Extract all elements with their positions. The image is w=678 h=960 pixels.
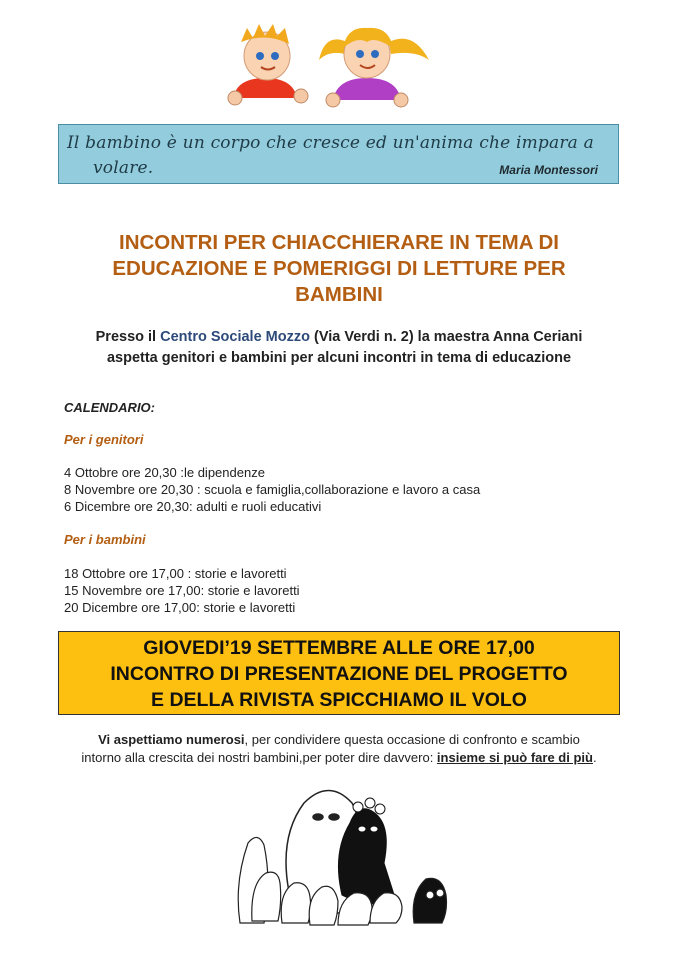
parents-list bbox=[64, 464, 480, 515]
closing-line-2 bbox=[40, 749, 638, 767]
list-item: 20 Dicembre ore 17,00: storie e lavoretti bbox=[64, 600, 296, 615]
intro-suffix: (Via Verdi n. 2) la maestra Anna Ceriani bbox=[309, 329, 583, 345]
list-item: 18 Ottobre ore 17,00 : storie e lavoretti bbox=[64, 566, 287, 581]
list-item: 15 Novembre ore 17,00: storie e lavoretti bbox=[64, 583, 300, 598]
closing-text-2: intorno alla crescita dei nostri bambini,per poter dire davvero: bbox=[81, 750, 437, 765]
list-item: 4 Ottobre ore 20,30 :le dipendenze bbox=[64, 465, 265, 480]
list-item: 8 Novembre ore 20,30 : scuola e famiglia,collaborazione e lavoro a casa bbox=[64, 482, 481, 497]
event-line-2: INCONTRO DI PRESENTAZIONE DEL PROGETTO bbox=[110, 663, 568, 685]
closing-underlined: insieme si può fare di più bbox=[436, 750, 593, 765]
event-line-1: GIOVEDI’19 SETTEMBRE ALLE ORE 17,00 bbox=[143, 637, 535, 659]
closing-line-1 bbox=[40, 731, 638, 749]
boy-icon bbox=[228, 24, 308, 105]
intro-paragraph bbox=[40, 327, 638, 369]
intro-place: Centro Sociale Mozzo bbox=[160, 329, 310, 345]
intro-line-2: aspetta genitori e bambini per alcuni incontri in tema di educazione bbox=[106, 350, 572, 366]
kids-illustration bbox=[225, 20, 440, 112]
quote-author: Maria Montessori bbox=[499, 163, 598, 177]
quote-line-1: Il bambino è un corpo che cresce ed un'anima che impara a bbox=[67, 133, 594, 153]
closing-text-1: , per condividere questa occasione di confronto e scambio bbox=[244, 732, 580, 747]
intro-line-1 bbox=[40, 327, 638, 348]
closing-bold: Vi aspettiamo numerosi bbox=[98, 732, 245, 747]
event-line-3: E DELLA RIVISTA SPICCHIAMO IL VOLO bbox=[151, 689, 527, 711]
title-line-3: BAMBINI bbox=[295, 283, 383, 306]
closing-paragraph bbox=[40, 731, 638, 767]
page-title bbox=[40, 230, 638, 308]
children-heading: Per i bambini bbox=[64, 532, 146, 547]
quote-line-2: volare. bbox=[93, 158, 154, 178]
title-line-1: INCONTRI PER CHIACCHIERARE IN TEMA DI bbox=[119, 231, 559, 254]
quote-box bbox=[58, 124, 619, 184]
title-line-2: EDUCAZIONE E POMERIGGI DI LETTURE PER bbox=[112, 257, 566, 280]
event-announcement bbox=[58, 631, 620, 715]
intro-prefix: Presso il bbox=[95, 329, 161, 345]
parents-heading: Per i genitori bbox=[64, 432, 144, 447]
barbapapa-family-illustration bbox=[234, 783, 464, 933]
closing-end: . bbox=[592, 750, 597, 765]
list-item: 6 Dicembre ore 20,30: adulti e ruoli educativi bbox=[64, 499, 322, 514]
calendar-heading: CALENDARIO: bbox=[64, 400, 155, 415]
children-list bbox=[64, 565, 300, 616]
girl-icon bbox=[319, 28, 429, 107]
